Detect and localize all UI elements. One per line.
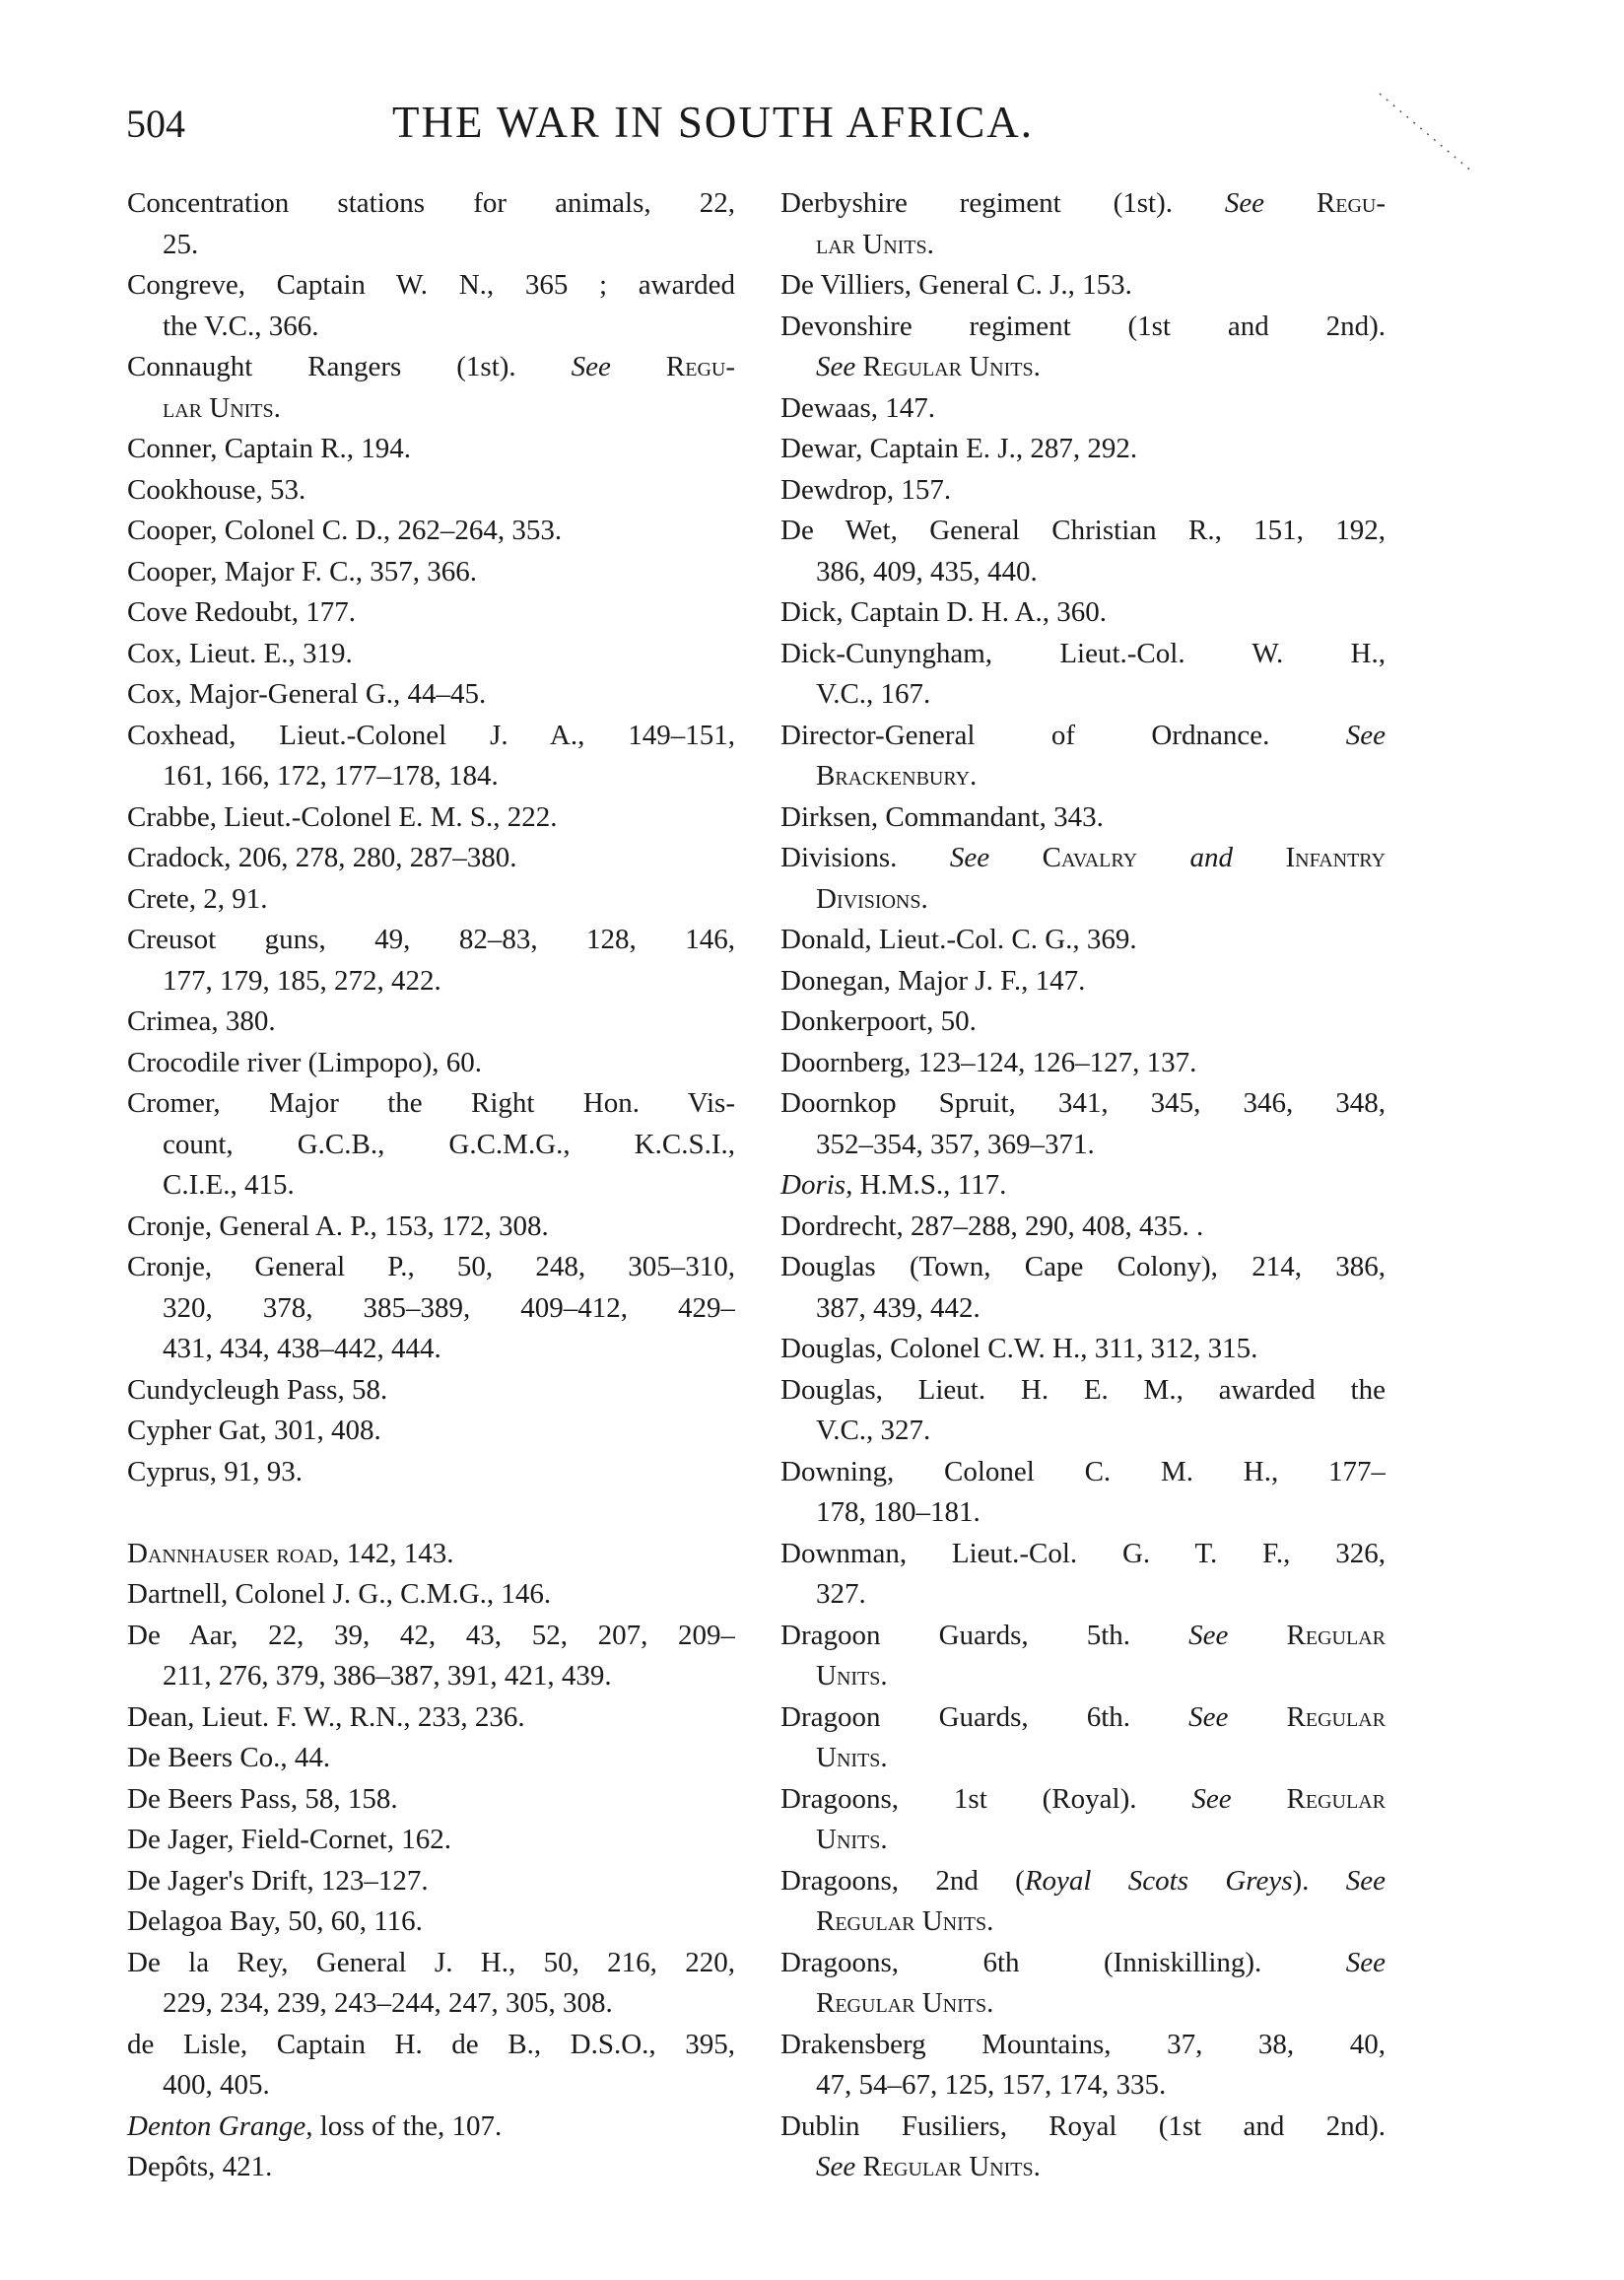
index-entry	[780, 838, 1386, 920]
index-entry-line	[780, 183, 1386, 225]
index-entry-line	[127, 961, 735, 1002]
index-entry-line	[127, 1002, 735, 1043]
index-column-left	[127, 183, 735, 2188]
text-segment: Units.	[816, 1742, 888, 1773]
text-segment: See	[816, 351, 856, 382]
text-segment: Cooper, Colonel C. D., 262–264, 353.	[127, 515, 563, 546]
index-entry	[780, 1165, 1386, 1207]
index-entry-line	[127, 634, 735, 675]
text-segment: Coxhead, Lieut.-Colonel J. A., 149–151,	[127, 719, 735, 751]
index-entry-line	[127, 1083, 735, 1125]
text-segment: Dean, Lieut. F. W., R.N., 233, 236.	[127, 1700, 525, 1733]
index-entry-line	[780, 756, 1386, 797]
index-entry-line	[780, 1207, 1386, 1248]
index-entry	[127, 797, 735, 839]
text-segment: Douglas (Town, Cape Colony), 214, 386,	[780, 1251, 1386, 1282]
index-entry-line	[127, 1329, 735, 1370]
text-segment: V.C., 167.	[816, 678, 931, 710]
text-segment: 229, 234, 239, 243–244, 247, 305, 308.	[163, 1987, 613, 2019]
index-entry-line	[127, 1534, 735, 1575]
index-entry	[127, 1901, 735, 1943]
index-entry	[780, 961, 1386, 1002]
index-entry	[127, 1452, 735, 1493]
text-segment: Derbyshire regiment (1st).	[780, 187, 1225, 219]
text-segment: Regu-	[1264, 187, 1386, 219]
index-entry-line	[780, 1656, 1386, 1697]
index-entry	[127, 1616, 735, 1697]
index-entry-line	[127, 470, 735, 512]
text-segment: Dragoon Guards, 5th.	[780, 1619, 1189, 1651]
index-entry-line	[127, 347, 735, 388]
text-segment: See	[1188, 1619, 1229, 1651]
index-entry-line	[780, 1616, 1386, 1657]
index-entry-line	[127, 838, 735, 879]
text-segment: Cronje, General A. P., 153, 172, 308.	[127, 1209, 549, 1242]
index-entry	[780, 716, 1386, 797]
text-segment: Cooper, Major F. C., 357, 366.	[127, 555, 477, 587]
text-segment: Dragoons, 2nd (	[780, 1864, 1025, 1897]
index-entry	[780, 797, 1386, 839]
text-segment: De la Rey, General J. H., 50, 216, 220,	[127, 1946, 735, 1978]
text-segment: Royal Scots Greys	[1024, 1864, 1293, 1897]
text-segment: Donald, Lieut.-Col. C. G., 369.	[780, 924, 1137, 955]
text-segment: 327.	[816, 1578, 866, 1610]
index-entry	[780, 1452, 1386, 1534]
text-segment: See	[1191, 1782, 1232, 1815]
index-entry-line	[127, 1779, 735, 1821]
index-entry	[780, 307, 1386, 388]
text-segment: Dragoons, 6th (Inniskilling).	[780, 1946, 1346, 1978]
text-segment: Cox, Major-General G., 44–45.	[127, 678, 487, 710]
text-segment: See	[1188, 1700, 1229, 1733]
text-segment: 177, 179, 185, 272, 422.	[163, 964, 441, 997]
text-segment: 25.	[163, 228, 199, 260]
index-entry	[127, 2025, 735, 2107]
index-entry-line	[780, 1943, 1386, 1984]
index-entry-line	[127, 307, 735, 348]
text-segment: Infantry	[1233, 842, 1386, 873]
index-entry-line	[780, 265, 1386, 307]
text-segment: Cove Redoubt, 177.	[127, 596, 356, 628]
text-segment: 47, 54–67, 125, 157, 174, 335.	[816, 2069, 1167, 2101]
index-entry	[127, 1820, 735, 1861]
index-entry	[127, 470, 735, 512]
text-segment: 211, 276, 379, 386–387, 391, 421, 439.	[163, 1660, 612, 1692]
text-segment: Dick-Cunyngham, Lieut.-Col. W. H.,	[780, 637, 1386, 669]
text-segment: ).	[1292, 1864, 1346, 1897]
index-entry	[127, 634, 735, 675]
index-entry-line	[127, 511, 735, 552]
text-segment: Regular Units.	[816, 1905, 994, 1937]
index-entry	[780, 183, 1386, 265]
text-segment: Divisions.	[780, 842, 950, 873]
text-segment: Depôts, 421.	[127, 2151, 273, 2182]
index-entry-line	[780, 1002, 1386, 1043]
index-entry-line	[127, 2025, 735, 2066]
index-entry-line	[127, 1574, 735, 1616]
index-entry-line	[127, 1697, 735, 1739]
index-entry-line	[780, 1083, 1386, 1125]
index-entry-line	[780, 1574, 1386, 1616]
index-entry-line	[780, 2065, 1386, 2107]
index-entry-line	[780, 511, 1386, 552]
text-segment: Doornkop Spruit, 341, 345, 346, 348,	[780, 1087, 1386, 1119]
index-entry-line	[127, 1738, 735, 1779]
index-entry	[127, 183, 735, 265]
index-entry-line	[780, 1370, 1386, 1412]
index-entry	[127, 838, 735, 879]
index-entry	[780, 429, 1386, 470]
index-entry-line	[780, 1983, 1386, 2025]
text-segment: Divisions.	[816, 882, 928, 915]
text-segment: lar Units.	[163, 391, 281, 424]
index-entry-line	[780, 552, 1386, 593]
text-segment: Doris	[780, 1169, 846, 1201]
index-entry-line	[780, 1452, 1386, 1493]
text-segment: Denton Grange	[127, 2109, 306, 2142]
text-segment: De Beers Pass, 58, 158.	[127, 1782, 398, 1815]
index-entry	[127, 1534, 735, 1575]
text-segment: Concentration stations for animals, 22,	[127, 187, 735, 219]
index-entry-line	[127, 2065, 735, 2107]
index-entry	[127, 674, 735, 716]
text-segment: V.C., 327.	[816, 1415, 931, 1446]
text-segment: 178, 180–181.	[816, 1496, 981, 1528]
index-entry	[127, 1574, 735, 1616]
text-segment: Dublin Fusiliers, Royal (1st and 2nd).	[780, 2109, 1386, 2142]
text-segment: 386, 409, 435, 440.	[816, 555, 1038, 587]
index-entry	[780, 1207, 1386, 1248]
text-segment: De Wet, General Christian R., 151, 192,	[780, 515, 1386, 546]
index-entry	[127, 879, 735, 921]
index-entry-line	[127, 1861, 735, 1902]
index-entry	[780, 1779, 1386, 1861]
text-segment: Creusot guns, 49, 82–83, 128, 146,	[127, 924, 735, 955]
index-entry	[127, 1697, 735, 1739]
index-entry	[127, 1411, 735, 1452]
index-entry-line	[127, 183, 735, 225]
index-entry-line	[127, 756, 735, 797]
index-entry	[780, 1616, 1386, 1697]
index-entry-line	[780, 1125, 1386, 1166]
index-entry	[780, 1861, 1386, 1943]
index-entry	[127, 716, 735, 797]
index-entry-line	[780, 838, 1386, 879]
text-segment: Regular Units.	[816, 1987, 994, 2019]
index-entry-line	[127, 1820, 735, 1861]
index-entry	[127, 347, 735, 429]
text-segment: Cox, Lieut. E., 319.	[127, 637, 353, 669]
text-segment: Units.	[816, 1824, 888, 1855]
text-segment: Dewaas, 147.	[780, 391, 936, 424]
text-segment: Conner, Captain R., 194.	[127, 433, 412, 464]
text-segment: count, G.C.B., G.C.M.G., K.C.S.I.,	[163, 1128, 735, 1160]
page-number: 504	[126, 102, 185, 146]
text-segment: lar Units.	[816, 228, 934, 260]
section-gap	[127, 1492, 735, 1534]
index-entry-line	[127, 1943, 735, 1984]
index-entry-line	[780, 1901, 1386, 1943]
index-entry	[127, 592, 735, 634]
index-entry-line	[127, 1247, 735, 1288]
index-entry	[780, 1002, 1386, 1043]
index-entry	[780, 592, 1386, 634]
index-entry-line	[127, 797, 735, 839]
index-entry	[780, 2107, 1386, 2188]
index-entry-line	[127, 552, 735, 593]
index-entry-line	[780, 716, 1386, 757]
index-entry-line	[780, 347, 1386, 388]
index-column-right	[780, 183, 1386, 2188]
index-entry-line	[127, 2147, 735, 2188]
index-entry	[127, 2147, 735, 2188]
index-entry	[127, 2107, 735, 2148]
index-entry	[127, 920, 735, 1002]
index-entry-line	[127, 1370, 735, 1412]
text-segment: , H.M.S., 117.	[846, 1169, 1007, 1201]
text-segment: Donkerpoort, 50.	[780, 1005, 977, 1037]
index-entry-line	[127, 388, 735, 430]
index-entry-line	[127, 920, 735, 961]
index-entry-line	[127, 592, 735, 634]
index-entry-line	[780, 2107, 1386, 2148]
text-segment: , 142, 143.	[332, 1537, 454, 1569]
index-entry-line	[127, 1125, 735, 1166]
text-segment: Dannhauser road	[127, 1537, 333, 1569]
index-entry-line	[127, 1656, 735, 1697]
index-entry-line	[780, 1697, 1386, 1739]
index-entry-line	[127, 1452, 735, 1493]
text-segment: See	[571, 351, 611, 382]
text-segment: the V.C., 366.	[163, 310, 319, 342]
index-entry	[127, 1207, 735, 1248]
text-segment: 387, 439, 442.	[816, 1291, 981, 1324]
index-entry-line	[780, 2025, 1386, 2066]
text-segment: Dragoon Guards, 6th.	[780, 1700, 1189, 1733]
margin-mark-decoration	[1375, 89, 1483, 177]
text-segment: Dirksen, Commandant, 343.	[780, 800, 1104, 833]
index-entry-line	[780, 1411, 1386, 1452]
index-entry-line	[780, 225, 1386, 266]
text-segment: Cookhouse, 53.	[127, 473, 306, 506]
text-segment: Douglas, Lieut. H. E. M., awarded the	[780, 1373, 1386, 1406]
text-segment: Dordrecht, 287–288, 290, 408, 435. .	[780, 1209, 1204, 1242]
index-entry-line	[780, 1820, 1386, 1861]
text-segment: See	[1345, 719, 1386, 751]
text-segment: and	[1189, 842, 1233, 873]
index-entry-line	[780, 429, 1386, 470]
text-segment: Donegan, Major J. F., 147.	[780, 964, 1086, 997]
text-segment: De Jager's Drift, 123–127.	[127, 1864, 429, 1897]
index-entry-line	[127, 674, 735, 716]
index-entry-line	[127, 1983, 735, 2025]
text-segment: Douglas, Colonel C.W. H., 311, 312, 315.	[780, 1333, 1258, 1364]
text-segment: De Villiers, General C. J., 153.	[780, 269, 1132, 301]
index-entry-line	[127, 1165, 735, 1207]
index-entry-line	[780, 920, 1386, 961]
text-segment: Dewar, Captain E. J., 287, 292.	[780, 433, 1138, 464]
text-segment: See	[1345, 1864, 1386, 1897]
index-entry-line	[127, 265, 735, 307]
text-segment: , loss of the, 107.	[305, 2109, 503, 2142]
index-entry	[780, 1247, 1386, 1329]
text-segment: Brackenbury.	[816, 760, 978, 792]
index-entry-line	[780, 1165, 1386, 1207]
text-segment: Delagoa Bay, 50, 60, 116.	[127, 1905, 423, 1937]
index-entry	[127, 1738, 735, 1779]
text-segment: 161, 166, 172, 177–178, 184.	[163, 760, 499, 792]
index-entry-line	[780, 388, 1386, 430]
index-entry	[127, 511, 735, 552]
index-entry-line	[127, 716, 735, 757]
index-entry-line	[127, 225, 735, 266]
text-segment: C.I.E., 415.	[163, 1169, 295, 1201]
index-entry	[780, 1943, 1386, 2025]
index-entry	[780, 470, 1386, 512]
text-segment: Dartnell, Colonel J. G., C.M.G., 146.	[127, 1578, 552, 1610]
index-entry	[127, 552, 735, 593]
text-segment: Cundycleugh Pass, 58.	[127, 1373, 388, 1406]
index-entry	[780, 1534, 1386, 1616]
text-segment: See	[1224, 187, 1265, 219]
index-entry-line	[780, 797, 1386, 839]
text-segment: de Lisle, Captain H. de B., D.S.O., 395,	[127, 2028, 735, 2060]
text-segment: Regular	[1228, 1619, 1386, 1651]
index-entry-line	[127, 2107, 735, 2148]
text-segment: De Jager, Field-Cornet, 162.	[127, 1824, 452, 1855]
index-entry	[127, 1083, 735, 1207]
index-entry-line	[780, 1738, 1386, 1779]
index-entry-line	[780, 961, 1386, 1002]
index-entry	[127, 429, 735, 470]
text-segment: Cromer, Major the Right Hon. Vis-	[127, 1087, 735, 1119]
text-segment: Congreve, Captain W. N., 365 ; awarded	[127, 269, 735, 301]
index-entry	[780, 1697, 1386, 1779]
index-entry-line	[127, 1901, 735, 1943]
text-segment: Dragoons, 1st (Royal).	[780, 1782, 1192, 1815]
index-entry	[780, 1083, 1386, 1165]
index-entry-line	[780, 634, 1386, 675]
index-entry	[780, 511, 1386, 592]
index-entry-line	[780, 1288, 1386, 1330]
index-entry-line	[127, 1616, 735, 1657]
index-entry-line	[780, 674, 1386, 716]
text-segment: Crimea, 380.	[127, 1005, 276, 1037]
index-entry-line	[127, 429, 735, 470]
index-entry	[780, 2025, 1386, 2107]
text-segment: Crabbe, Lieut.-Colonel E. M. S., 222.	[127, 800, 558, 833]
text-segment: Cavalry	[989, 842, 1190, 873]
text-segment: De Aar, 22, 39, 42, 43, 52, 207, 209–	[127, 1619, 735, 1651]
index-entry-line	[780, 1043, 1386, 1084]
text-segment: See	[816, 2151, 856, 2182]
index-entry	[127, 1861, 735, 1902]
running-title: THE WAR IN SOUTH AFRICA.	[392, 98, 1034, 147]
index-entry-line	[780, 1779, 1386, 1821]
text-segment: 352–354, 357, 369–371.	[816, 1128, 1095, 1160]
index-entry	[127, 1370, 735, 1412]
text-segment: Drakensberg Mountains, 37, 38, 40,	[780, 2028, 1386, 2060]
index-entry-line	[127, 1043, 735, 1084]
text-segment: Units.	[816, 1660, 888, 1692]
index-entry	[780, 920, 1386, 961]
index-entry-line	[780, 2147, 1386, 2188]
text-segment: 400, 405.	[163, 2069, 270, 2101]
index-entry-line	[127, 1411, 735, 1452]
text-segment: Regular Units.	[855, 2151, 1041, 2182]
text-segment: Cradock, 206, 278, 280, 287–380.	[127, 842, 517, 873]
index-entry	[127, 1247, 735, 1370]
index-entry	[127, 265, 735, 347]
text-segment: Crete, 2, 91.	[127, 882, 268, 915]
text-segment: Crocodile river (Limpopo), 60.	[127, 1046, 482, 1078]
text-segment: Downman, Lieut.-Col. G. T. F., 326,	[780, 1537, 1386, 1569]
index-entry	[127, 1779, 735, 1821]
index-entry	[127, 1043, 735, 1084]
index-entry-line	[780, 1861, 1386, 1902]
text-segment: Regular	[1228, 1700, 1386, 1733]
index-entry	[780, 1043, 1386, 1084]
text-segment: 320, 378, 385–389, 409–412, 429–	[163, 1291, 735, 1324]
index-entry-line	[780, 592, 1386, 634]
text-segment: Cronje, General P., 50, 248, 305–310,	[127, 1251, 735, 1282]
index-entry	[780, 1329, 1386, 1370]
index-entry-line	[780, 307, 1386, 348]
index-entry-line	[780, 1247, 1386, 1288]
index-entry-line	[127, 1288, 735, 1330]
text-segment: Devonshire regiment (1st and 2nd).	[780, 310, 1386, 342]
text-segment: See	[949, 842, 990, 873]
text-segment: Dick, Captain D. H. A., 360.	[780, 596, 1108, 628]
text-segment: Connaught Rangers (1st).	[127, 351, 572, 382]
text-segment: Regular	[1231, 1782, 1386, 1815]
index-entry-line	[127, 879, 735, 921]
text-segment: Cyprus, 91, 93.	[127, 1455, 304, 1487]
text-segment: Director-General of Ordnance.	[780, 719, 1346, 751]
index-entry	[780, 265, 1386, 307]
index-entry-line	[127, 1207, 735, 1248]
index-entry-line	[780, 1534, 1386, 1575]
text-segment: De Beers Co., 44.	[127, 1742, 331, 1773]
index-entry-line	[780, 1492, 1386, 1534]
index-entry	[780, 1370, 1386, 1452]
index-entry-line	[780, 879, 1386, 921]
text-segment: Cypher Gat, 301, 408.	[127, 1415, 381, 1446]
text-segment: Regu-	[610, 351, 735, 382]
text-segment: See	[1345, 1946, 1386, 1978]
index-entry-line	[780, 1329, 1386, 1370]
index-entry-line	[780, 470, 1386, 512]
text-segment: Regular Units.	[855, 351, 1041, 382]
text-segment: 431, 434, 438–442, 444.	[163, 1333, 441, 1364]
text-segment: Dewdrop, 157.	[780, 473, 952, 506]
index-entry	[780, 634, 1386, 716]
index-entry	[127, 1943, 735, 2025]
index-entry	[780, 388, 1386, 430]
index-entry	[127, 1002, 735, 1043]
text-segment: Downing, Colonel C. M. H., 177–	[780, 1455, 1386, 1487]
text-segment: Doornberg, 123–124, 126–127, 137.	[780, 1046, 1197, 1078]
